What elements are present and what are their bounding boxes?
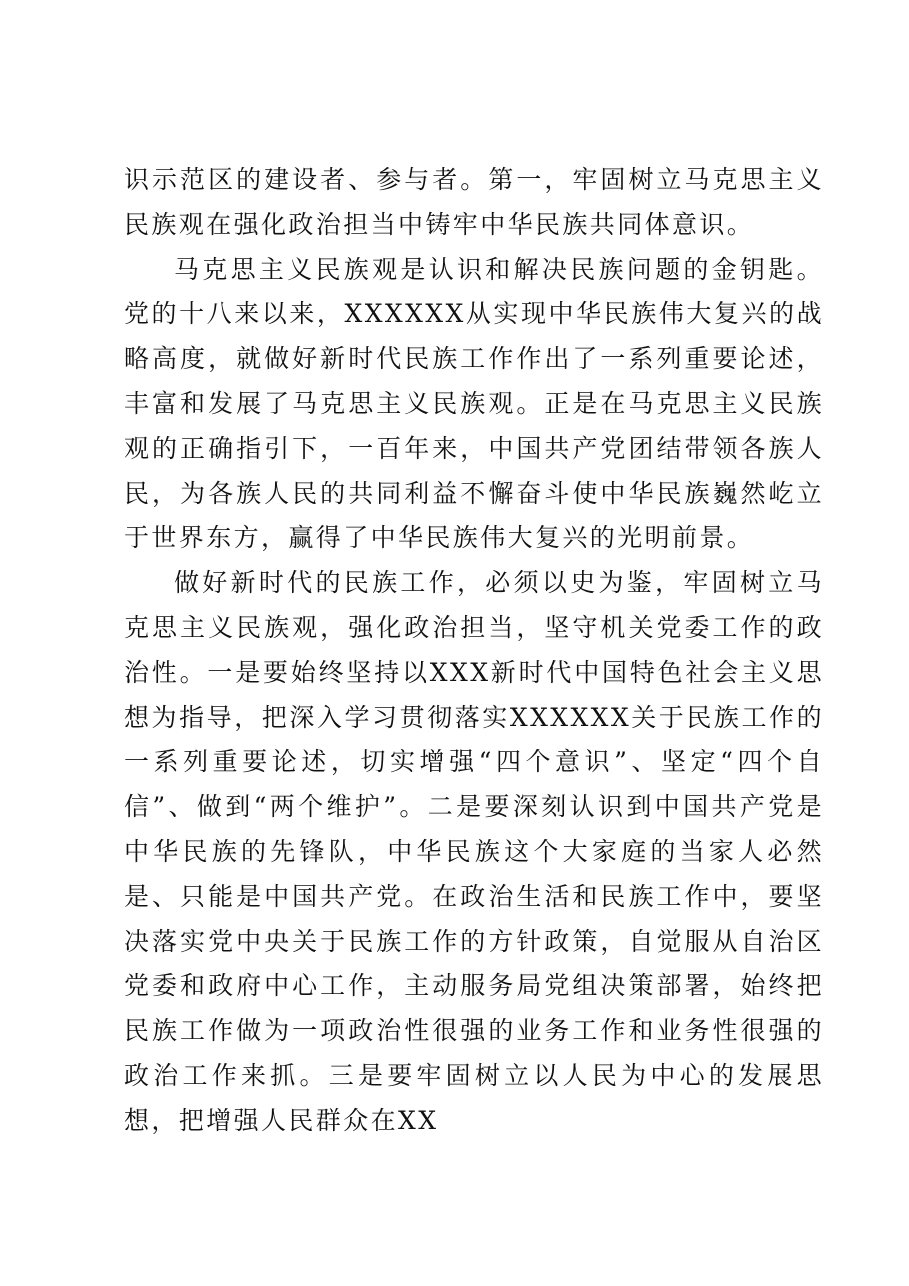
paragraph-2: 马克思主义民族观是认识和解决民族问题的金钥匙。党的十八来以来，XXXXXX从实现中华民族伟大复兴的战略高度，就做好新时代民族工作作出了一系列重要论述，丰富和发展了马克思主义民族观。正是在马克思主义民族观的正确指引下，一百年来，中国共产党团结带领各族人民，为各族人民的共同利益不懈奋斗使中华民族巍然屹立于世界东方，赢得了中华民族伟大复兴的光明前景。 <box>124 254 824 553</box>
document-body <box>124 158 824 1144</box>
paragraph-3: 做好新时代的民族工作，必须以史为鉴，牢固树立马克思主义民族观，强化政治担当，坚守机关党委工作的政治性。一是要始终坚持以XXX新时代中国特色社会主义思想为指导，把深入学习贯彻落实XXXXXX关于民族工作的一系列重要论述，切实增强“四个意识”、坚定“四个自信”、做到“两个维护”。二是要深刻认识到中国共产党是中华民族的先锋队，中华民族这个大家庭的当家人必然是、只能是中国共产党。在政治生活和民族工作中，要坚决落实党中央关于民族工作的方针政策，自觉服从自治区党委和政府中心工作，主动服务局党组决策部署，始终把民族工作做为一项政治性很强的业务工作和业务性很强的政治工作来抓。三是要牢固树立以人民为中心的发展思想，把增强人民群众在XX <box>124 568 824 1135</box>
paragraph-1: 识示范区的建设者、参与者。第一，牢固树立马克思主义民族观在强化政治担当中铸牢中华民族共同体意识。 <box>124 165 824 239</box>
